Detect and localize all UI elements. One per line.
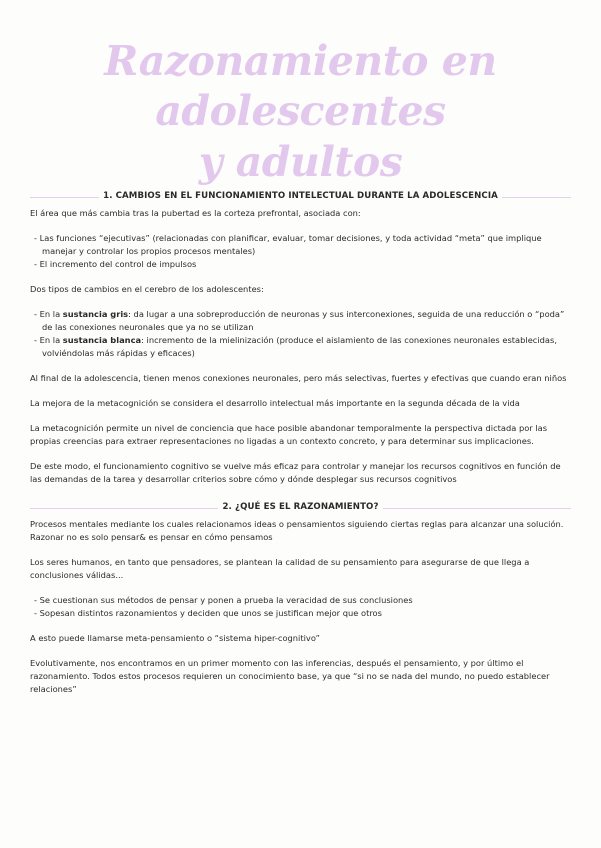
list-item-term: sustancia blanca: [62, 335, 142, 345]
s1-paragraph-3: Al final de la adolescencia, tienen menos conexiones neuronales, pero más selectivas, fuertes y efectivas que cuando eran niños: [30, 373, 567, 383]
s1-paragraph-2: Dos tipos de cambios en el cerebro de los adolescentes:: [30, 284, 264, 294]
s1-paragraph-1: El área que más cambia tras la pubertad es la corteza prefrontal, asociada con:: [30, 208, 361, 218]
section-1-heading-text: 1. CAMBIOS EN EL FUNCIONAMIENTO INTELECTUAL DURANTE LA ADOLESCENCIA: [99, 191, 502, 201]
list-item-text: : incremento de la mielinización (produce el aislamiento de las conexiones neuronales establecidas, volviéndolas más rápidas y eficaces): [42, 335, 557, 358]
list-item: [34, 308, 571, 334]
page-title: [0, 0, 601, 187]
list-item: [34, 334, 571, 360]
section-2-heading: [0, 502, 601, 514]
s1-paragraph-4: La mejora de la metacognición se considera el desarrollo intelectual más importante en la segunda década de la vida: [30, 398, 520, 408]
s2-paragraph-2: Los seres humanos, en tanto que pensadores, se plantean la calidad de su pensamiento para asegurarse de que llega a conclusiones válidas...: [30, 557, 530, 580]
title-line-1: Razonamiento en adolescentes: [104, 37, 497, 135]
section-2-heading-text: 2. ¿QUÉ ES EL RAZONAMIENTO?: [218, 502, 382, 512]
s2-paragraph-3: A esto puede llamarse meta-pensamiento o “sistema hiper-cognitivo”: [30, 633, 320, 643]
list-item: - Las funciones “ejecutivas” (relacionadas con planificar, evaluar, tomar decisiones, y toda actividad “meta” que implique manejar y controlar los propios procesos mentales): [34, 233, 542, 256]
s2-paragraph-4: Evolutivamente, nos encontramos en un primer momento con las inferencias, después el pensamiento, y por último el razonamiento. Todos estos procesos requieren un conocimiento base, ya que “si no se nada del mundo, no puedo establecer relaciones”: [30, 658, 550, 694]
s2-list-1: [30, 594, 571, 620]
list-item-prefix: - En la: [34, 309, 63, 319]
section-1-content: [0, 207, 601, 486]
list-item-text: : da lugar a una sobreproducción de neuronas y sus interconexiones, seguida de una reducción o “poda” de las conexiones neuronales que ya no se utilizan: [42, 309, 565, 332]
list-item-prefix: - En la: [34, 335, 63, 345]
s1-paragraph-5: La metacognición permite un nivel de conciencia que hace posible abandonar temporalmente la perspectiva dictada por las propias creencias para extraer representaciones no ligadas a un contexto concreto, y para determinar sus implicaciones.: [30, 423, 548, 446]
section-1-heading: [0, 191, 601, 203]
list-item: - El incremento del control de impulsos: [34, 259, 197, 269]
section-2-content: [0, 518, 601, 696]
list-item: - Sopesan distintos razonamientos y deciden que unos se justifican mejor que otros: [34, 608, 382, 618]
s1-paragraph-6: De este modo, el funcionamiento cognitivo se vuelve más eficaz para controlar y manejar los recursos cognitivos en función de las demandas de la tarea y desarrollar criterios sobre cómo y dónde desplegar sus recursos cognitivos: [30, 461, 561, 484]
list-item: - Se cuestionan sus métodos de pensar y ponen a prueba la veracidad de sus conclusiones: [34, 595, 413, 605]
title-line-2: y adultos: [198, 138, 403, 186]
s2-paragraph-1: Procesos mentales mediante los cuales relacionamos ideas o pensamientos siguiendo ciertas reglas para alcanzar una solución. Razonar no es solo pensar& es pensar en cómo pensamos: [30, 519, 564, 542]
s1-list-1: [30, 232, 571, 271]
s1-list-2: [30, 308, 571, 360]
list-item-term: sustancia gris: [62, 309, 129, 319]
